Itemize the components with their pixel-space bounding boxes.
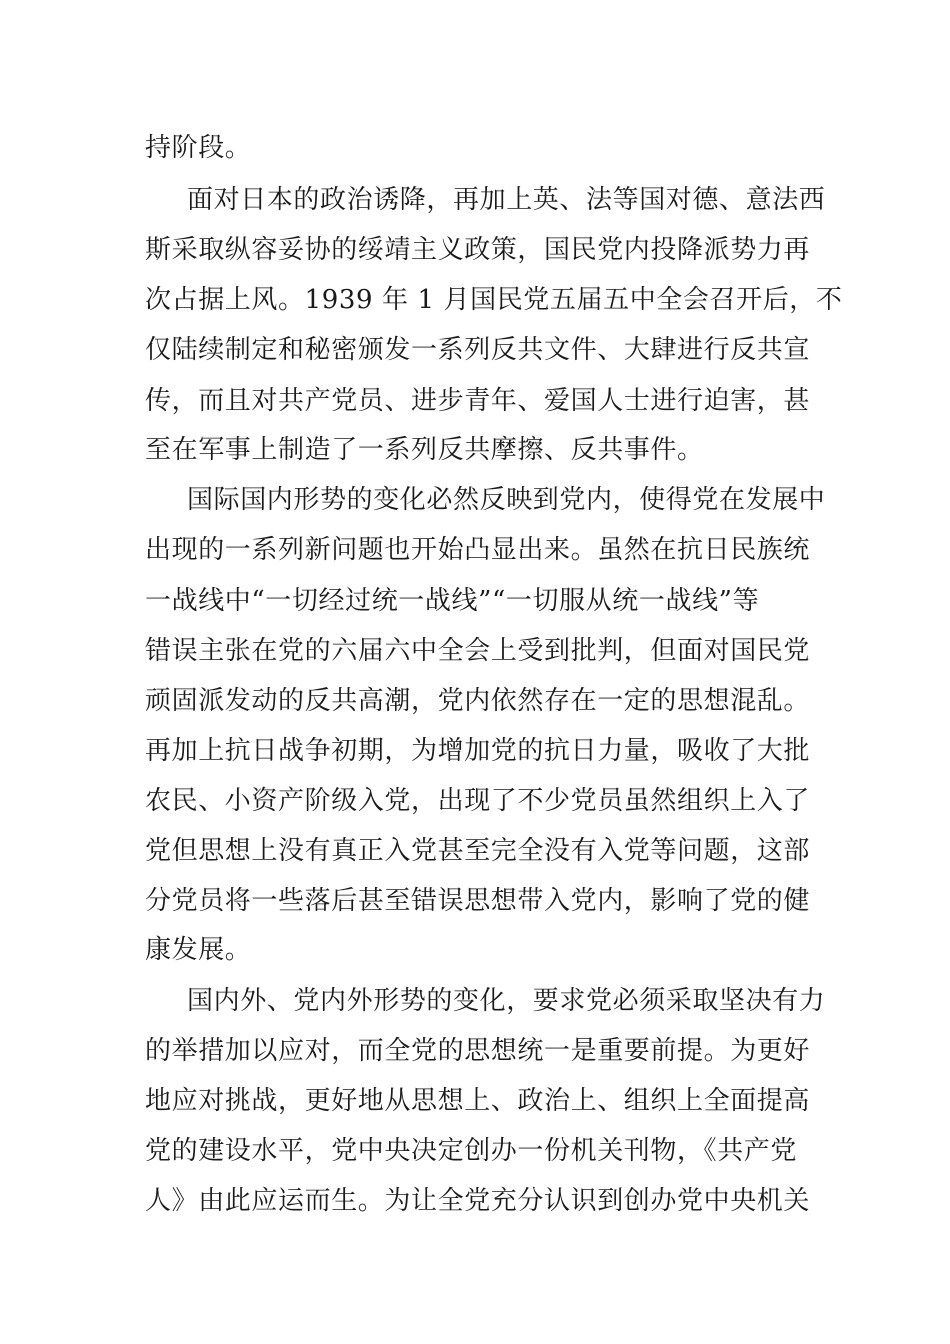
text-line: 的举措加以应对，而全党的思想统一是重要前提。为更好 [145, 1036, 811, 1066]
text-line: 斯采取纵容妥协的绥靖主义政策，国民党内投降派势力再 [145, 235, 811, 265]
text-line: 地应对挑战，更好地从思想上、政治上、组织上全面提高 [145, 1086, 811, 1116]
paragraph-first-line: 面对日本的政治诱降，再加上英、法等国对德、意法西 [187, 185, 826, 215]
text-line: 持阶段。 [145, 133, 252, 163]
text-line: 农民、小资产阶级入党，出现了不少党员虽然组织上入了 [145, 786, 811, 816]
text-line: 康发展。 [145, 935, 252, 965]
text-line: 党但思想上没有真正入党甚至完全没有入党等问题，这部 [145, 836, 811, 866]
text-line: 次占据上风。1939 年 1 月国民党五届五中全会召开后，不 [145, 285, 843, 315]
text-line: 人》由此应运而生。为让全党充分认识到创办党中央机关 [145, 1186, 811, 1216]
text-line: 出现的一系列新问题也开始凸显出来。虽然在抗日民族统 [145, 535, 811, 565]
text-line: 至在军事上制造了一系列反共摩擦、反共事件。 [145, 435, 704, 465]
text-line: 仅陆续制定和秘密颁发一系列反共文件、大肆进行反共宣 [145, 335, 811, 365]
text-line: 一战线中“一切经过统一战线”“一切服从统一战线”等 [145, 586, 760, 616]
text-line: 错误主张在党的六届六中全会上受到批判，但面对国民党 [145, 636, 811, 666]
text-line: 顽固派发动的反共高潮，党内依然存在一定的思想混乱。 [145, 686, 811, 716]
paragraph-first-line: 国内外、党内外形势的变化，要求党必须采取坚决有力 [187, 986, 826, 1016]
paragraph-first-line: 国际国内形势的变化必然反映到党内，使得党在发展中 [187, 485, 826, 515]
text-line: 再加上抗日战争初期，为增加党的抗日力量，吸收了大批 [145, 736, 811, 766]
text-line: 党的建设水平，党中央决定创办一份机关刊物，《共产党 [145, 1136, 798, 1166]
text-line: 传，而且对共产党员、进步青年、爱国人士进行迫害，甚 [145, 386, 811, 416]
text-line: 分党员将一些落后甚至错误思想带入党内，影响了党的健 [145, 886, 811, 916]
